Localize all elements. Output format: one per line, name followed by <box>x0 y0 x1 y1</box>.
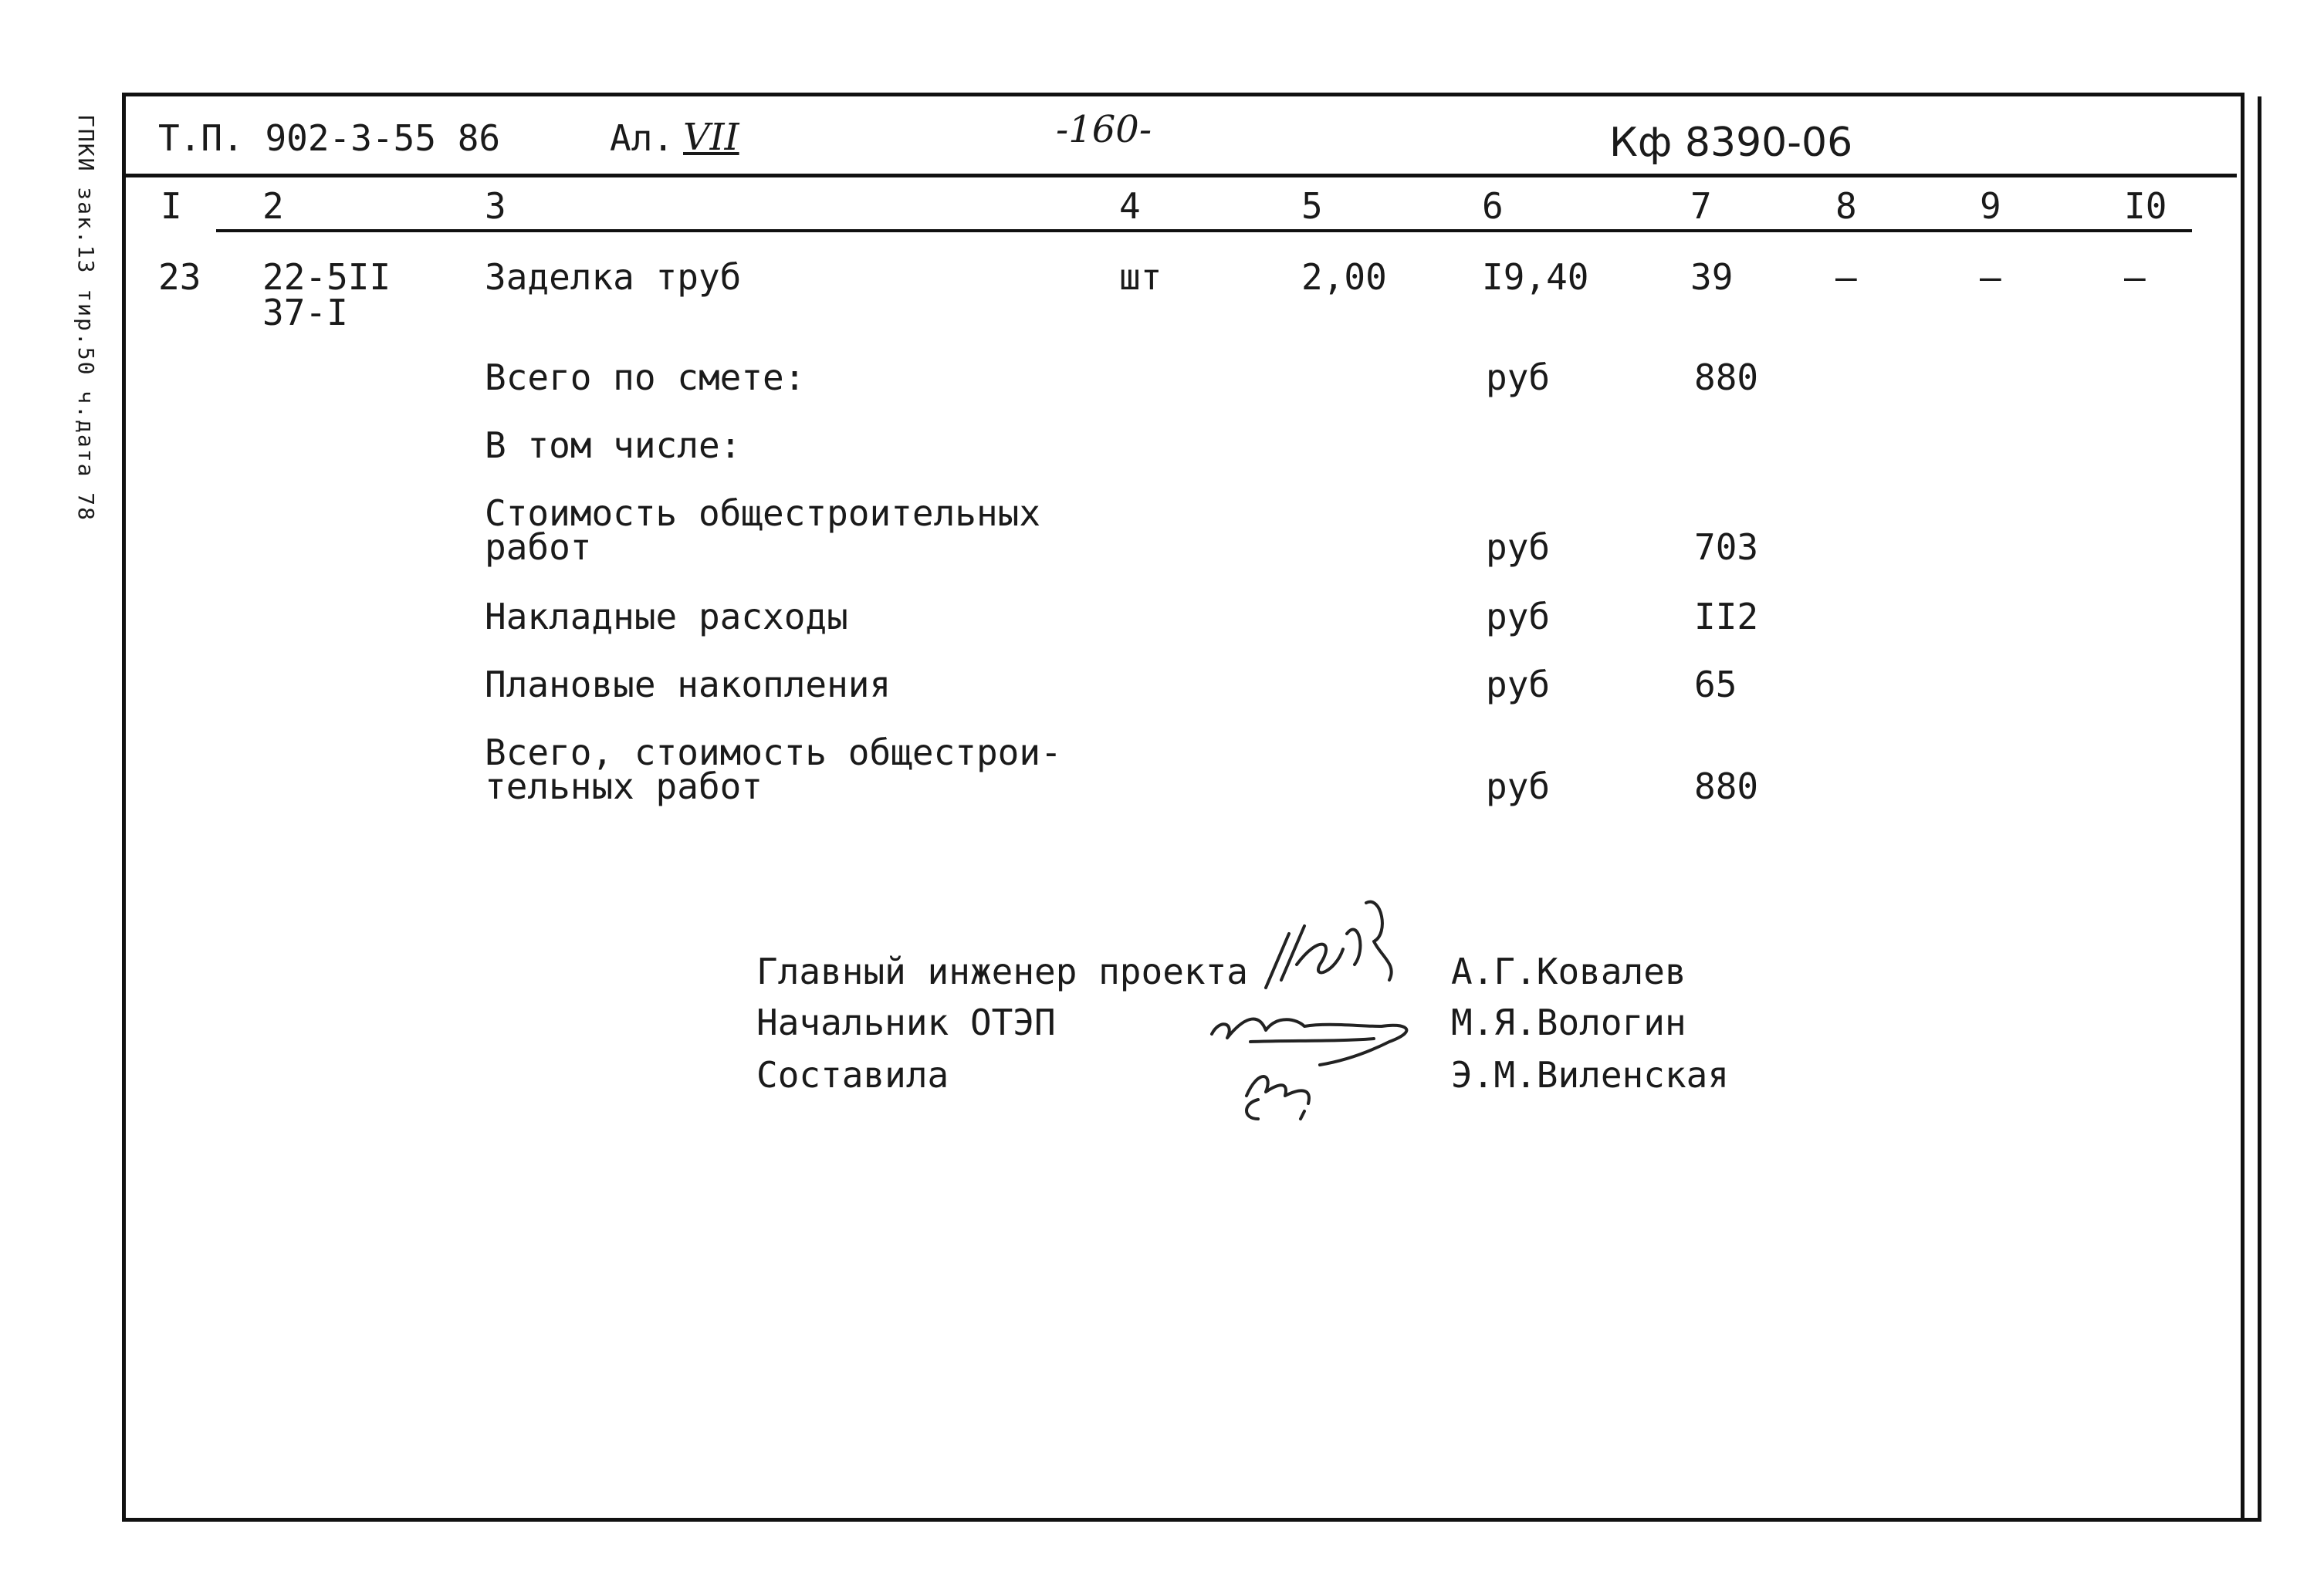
col-8: 8 <box>1835 185 1857 227</box>
item-code-1: 22-5II <box>262 256 391 298</box>
page-frame-shadow <box>2234 96 2261 1522</box>
item-price: I9,40 <box>1482 256 1589 298</box>
construction-cost-label-1: Стоимость общестроительных <box>485 492 1041 534</box>
item-col-9: – <box>1980 256 2001 298</box>
col-5: 5 <box>1301 185 1323 227</box>
header-divider <box>126 174 2237 177</box>
col-9: 9 <box>1980 185 2001 227</box>
overhead-label: Накладные расходы <box>485 596 848 637</box>
grand-total-value: 880 <box>1694 765 1759 807</box>
col-1: I <box>161 185 182 227</box>
handwritten-signatures <box>1189 887 1497 1150</box>
page-number: -160- <box>1056 108 1152 151</box>
col-3: 3 <box>485 185 506 227</box>
col-2: 2 <box>262 185 284 227</box>
signature-role-department-head: Начальник ОТЭП <box>756 1002 1056 1043</box>
grand-total-unit: руб <box>1486 765 1551 807</box>
grand-total-label-2: тельных работ <box>485 765 763 807</box>
item-col-8: – <box>1835 256 1857 298</box>
construction-cost-label-2: работ <box>485 526 592 568</box>
item-unit: шт <box>1119 256 1162 298</box>
doc-number: Т.П. 902-3-55 86 <box>158 117 501 159</box>
album-number: VII <box>683 116 739 159</box>
signature-name-compiler: Э.М.Виленская <box>1451 1054 1730 1096</box>
construction-cost-unit: руб <box>1486 526 1551 568</box>
signature-role-compiler: Составила <box>756 1054 949 1096</box>
total-unit: руб <box>1486 357 1551 398</box>
item-number: 23 <box>158 256 201 298</box>
including-label: В том числе: <box>485 424 742 466</box>
planned-savings-label: Плановые накопления <box>485 664 891 705</box>
document-code: Кф 8390-06 <box>1609 120 1853 166</box>
col-7: 7 <box>1690 185 1712 227</box>
col-10: I0 <box>2124 185 2167 227</box>
total-value: 880 <box>1694 357 1759 398</box>
overhead-unit: руб <box>1486 596 1551 637</box>
signature-name-department-head: М.Я.Вологин <box>1451 1002 1686 1043</box>
construction-cost-value: 703 <box>1694 526 1759 568</box>
total-label: Всего по смете: <box>485 357 806 398</box>
signature-role-chief-engineer: Главный инженер проекта <box>756 951 1248 992</box>
item-name: Заделка труб <box>485 256 742 298</box>
grand-total-label-1: Всего, стоимость общестрои- <box>485 732 1062 773</box>
column-header-divider <box>216 229 2192 232</box>
album-label: Ал. <box>610 117 675 159</box>
overhead-value: II2 <box>1694 596 1759 637</box>
item-quantity: 2,00 <box>1301 256 1387 298</box>
margin-note: ГПКИ зак.13 тир.50 ч.дата 78 <box>73 114 99 522</box>
signature-name-chief-engineer: А.Г.Ковалев <box>1451 951 1686 992</box>
col-6: 6 <box>1482 185 1504 227</box>
page-frame <box>122 93 2245 1522</box>
item-code-2: 37-I <box>262 292 348 333</box>
item-col-10: – <box>2124 256 2146 298</box>
planned-savings-value: 65 <box>1694 664 1737 705</box>
item-total: 39 <box>1690 256 1734 298</box>
col-4: 4 <box>1119 185 1141 227</box>
planned-savings-unit: руб <box>1486 664 1551 705</box>
